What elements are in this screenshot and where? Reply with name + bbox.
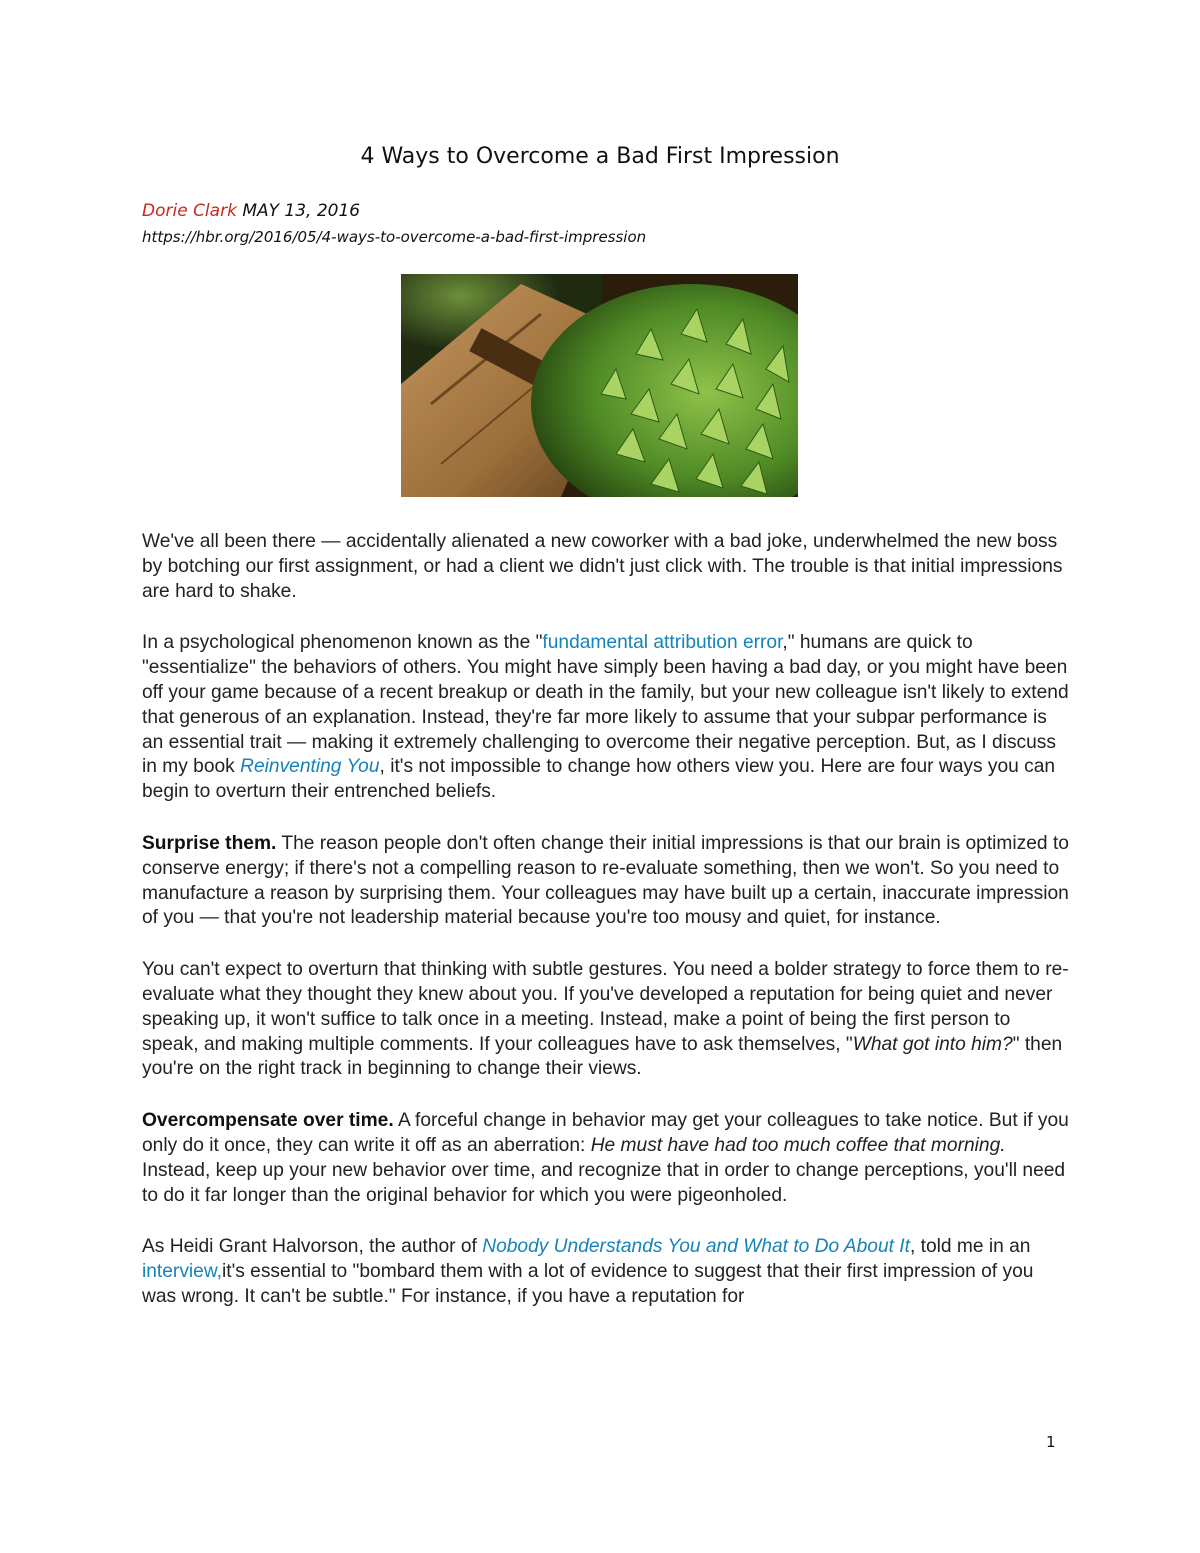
text-span: In a psychological phenomenon known as the " [142, 632, 543, 654]
book-title: Reinventing You [240, 756, 380, 778]
text-span: " then you're on the right track in beginning to change their views. [142, 1033, 1063, 1080]
publish-date: MAY 13, 2016 [242, 201, 361, 221]
text-span: You can't expect to overturn that thinking with subtle gestures. You need a bolder strategy to force them to re-evaluate what they thought they knew about you. If you've developed a reputation for being quiet and never speaking up, it won't suffice to talk once in a meeting. Instead, make a point of being the first person to speak, and making multiple comments. If your colleagues have to ask themselves, " [142, 959, 1069, 1055]
text-span: ," humans are quick to "essentialize" the behaviors of others. You might have simply been having a bad day, or you might have been off your game because of a recent breakup or death in the family, but your new colleague isn't likely to extend that generous of an explanation. Instead, they're far more likely to assume that your subpar performance is an essential trait — making it extremely challenging to overcome their negative perception. But, as I discuss in my book [142, 632, 1069, 778]
byline [142, 201, 360, 221]
paragraph-intro: We've all been there — accidentally alienated a new coworker with a bad joke, underwhelmed the new boss by botching our first assignment, or had a client we didn't just click with. The trouble is that initial impressions are hard to shake. [142, 531, 1063, 602]
durian-illustration [401, 274, 798, 497]
text-span: , told me in an [909, 1236, 1031, 1258]
page-title: 4 Ways to Overcome a Bad First Impression [360, 144, 840, 169]
text-span: A forceful change in behavior may get your colleagues to take notice. But if you only do it once, they can write it off as an aberration: [142, 1110, 1069, 1156]
link-interview[interactable]: interview, [142, 1261, 222, 1283]
paragraph-attribution [142, 631, 1072, 805]
article-url[interactable]: https://hbr.org/2016/05/4-ways-to-overcome-a-bad-first-impression [142, 228, 647, 246]
page-number: 1 [1046, 1433, 1056, 1451]
paragraph-overcompensate [142, 1109, 1072, 1208]
link-nobody-understands-you[interactable] [482, 1236, 910, 1257]
paragraph-bolder-strategy [142, 958, 1072, 1082]
author-name[interactable]: Dorie Clark [142, 201, 237, 221]
link-fundamental-attribution-error[interactable]: fundamental attribution error [542, 632, 783, 654]
text-span: The reason people don't often change their initial impressions is that our brain is optimized to conserve energy; if there's not a compelling reason to re-evaluate something, then we won't. So you need to manufacture a reason by surprising them. Your colleagues may have built up a certain, inaccurate impression of you — that you're not leadership material because you're too mousy and quiet, for instance. [142, 832, 1069, 929]
text-span: , it's not impossible to change how others view you. Here are four ways you can begin to overturn their entrenched beliefs. [142, 756, 1056, 803]
hero-image [401, 274, 798, 497]
link-reinventing-you[interactable] [240, 756, 379, 777]
book-title: Nobody Understands You and What to Do About It [482, 1236, 910, 1258]
paragraph-halvorson [142, 1235, 1072, 1309]
text-span: As Heidi Grant Halvorson, the author of [142, 1236, 483, 1258]
section-lead-surprise: Surprise them. [142, 832, 277, 854]
article-body [142, 530, 1072, 1337]
text-span: Instead, keep up your new behavior over time, and recognize that in order to change perceptions, you'll need to do it far longer than the original behavior for which you were pigeonholed. [142, 1159, 1066, 1206]
section-lead-overcompensate: Overcompensate over time. [142, 1110, 394, 1132]
quote-italic: He must have had too much coffee that morning. [590, 1134, 1006, 1156]
paragraph-surprise-them [142, 832, 1072, 931]
text-span: it's essential to "bombard them with a lot of evidence to suggest that their first impression of you was wrong. It can't be subtle." For instance, if you have a reputation for [142, 1261, 1034, 1307]
quote-italic: What got into him? [852, 1033, 1013, 1055]
